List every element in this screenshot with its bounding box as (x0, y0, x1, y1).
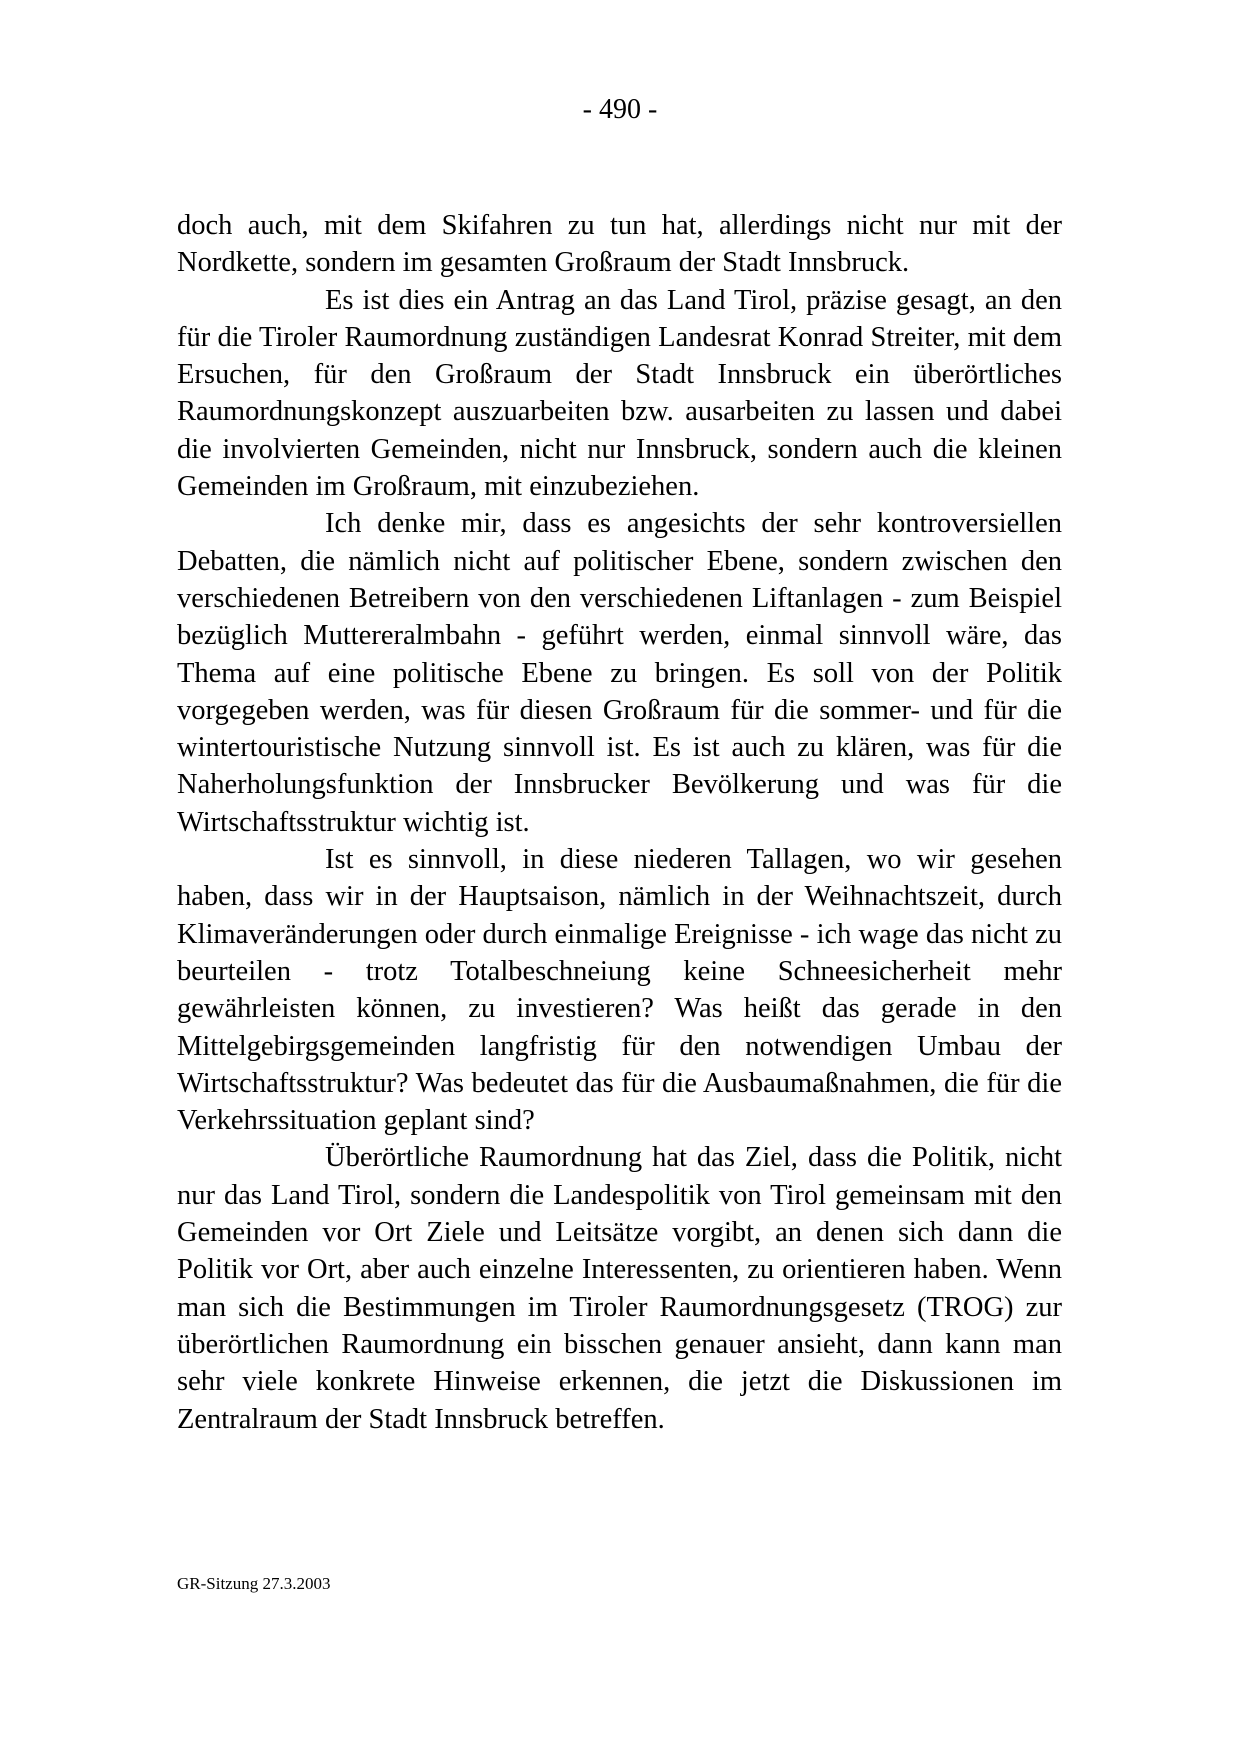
paragraph: Überörtliche Raumordnung hat das Ziel, dass die Politik, nicht nur das Land Tirol, sondern die Landespolitik von Tirol gemeinsam mit den Gemeinden vor Ort Ziele und Leitsätze vorgibt, an denen sich dann die Politik vor Ort, aber auch einzelne Interessenten, zu orientieren haben. Wenn man sich die Bestimmungen im Tiroler Raumordnungsgesetz (TROG) zur überörtlichen Raumordnung ein bisschen genauer ansieht, dann kann man sehr viele konkrete Hinweise erkennen, die jetzt die Diskussionen im Zentralraum der Stadt Innsbruck betreffen. (177, 1142, 1062, 1435)
paragraph: Es ist dies ein Antrag an das Land Tirol, präzise gesagt, an den für die Tiroler Raumordnung zuständigen Landesrat Konrad Streiter, mit dem Ersuchen, für den Großraum der Stadt Innsbruck ein überörtliches Raumordnungskonzept auszuarbeiten bzw. ausarbeiten zu lassen und dabei die involvierten Gemeinden, nicht nur Innsbruck, sondern auch die kleinen Gemeinden im Großraum, mit einzubeziehen. (177, 284, 1062, 503)
paragraph: Ich denke mir, dass es angesichts der sehr kontroversiellen Debatten, die nämlich nicht auf politischer Ebene, sondern zwischen den verschiedenen Betreibern von den verschiedenen Liftanlagen - zum Beispiel bezüglich Muttereralmbahn - geführt werden, einmal sinnvoll wäre, das Thema auf eine politische Ebene zu bringen. Es soll von der Politik vorgegeben werden, was für diesen Großraum für die sommer- und für die wintertouristische Nutzung sinnvoll ist. Es ist auch zu klären, was für die Naherholungsfunktion der Innsbrucker Bevölkerung und was für die Wirtschaftsstruktur wichtig ist. (177, 508, 1062, 838)
document-body (177, 207, 1062, 1438)
paragraph: Ist es sinnvoll, in diese niederen Tallagen, wo wir gesehen haben, dass wir in der Hauptsaison, nämlich in der Weihnachtszeit, durch Klimaveränderungen oder durch einmalige Ereignisse - ich wage das nicht zu beurteilen - trotz Totalbeschneiung keine Schneesicherheit mehr gewährleisten können, zu investieren? Was heißt das gerade in den Mittelgebirgsgemeinden langfristig für den notwendigen Umbau der Wirtschaftsstruktur? Was bedeutet das für die Ausbaumaßnahmen, die für die Verkehrssituation geplant sind? (177, 844, 1062, 1137)
page-number: - 490 - (582, 94, 658, 125)
footer-session-date: GR-Sitzung 27.3.2003 (177, 1574, 331, 1593)
paragraph-continuation: doch auch, mit dem Skifahren zu tun hat, allerdings nicht nur mit der Nordkette, sondern im gesamten Großraum der Stadt Innsbruck. (177, 210, 1062, 279)
